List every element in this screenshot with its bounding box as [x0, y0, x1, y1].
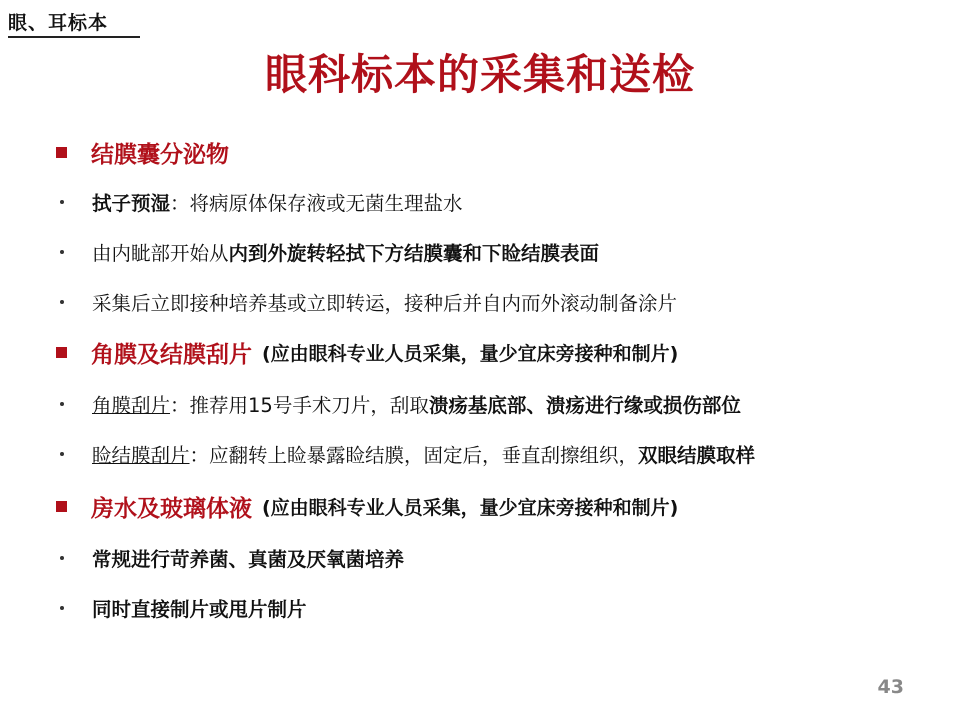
section-title: 房水及玻璃体液	[91, 495, 252, 522]
section-title: 结膜囊分泌物	[91, 141, 229, 168]
section-heading-corneal-scraping	[54, 330, 678, 374]
item-text: 采集后立即接种培养基或立即转运，接种后并自内而外滚动制备涂片	[92, 292, 678, 315]
item-lead: 拭子预湿	[92, 192, 171, 215]
square-bullet-icon	[56, 501, 67, 512]
dot-bullet-icon	[60, 250, 64, 254]
item-lead: 睑结膜刮片	[92, 444, 190, 467]
section-note: (应由眼科专业人员采集，量少宜床旁接种和制片)	[262, 496, 679, 519]
item-text: ：应翻转上睑暴露睑结膜，固定后，垂直刮擦组织，	[189, 444, 639, 467]
item-text: ：将病原体保存液或无菌生理盐水	[170, 192, 463, 215]
list-item	[54, 432, 755, 476]
slide-title: 眼科标本的采集和送检	[264, 50, 695, 99]
list-item	[54, 536, 404, 580]
dot-bullet-icon	[60, 556, 64, 560]
square-bullet-icon	[56, 147, 67, 158]
header-tag: 眼、耳标本	[8, 12, 109, 34]
list-item	[54, 586, 307, 630]
section-heading-aqueous-vitreous	[54, 484, 678, 528]
dot-bullet-icon	[60, 402, 64, 406]
page-number: 43	[877, 676, 904, 698]
section-title: 角膜及结膜刮片	[91, 341, 252, 368]
list-item	[54, 382, 741, 426]
item-emphasis: 双眼结膜取样	[638, 444, 756, 467]
item-emphasis: 常规进行苛养菌、真菌及厌氧菌培养	[92, 548, 405, 571]
item-text: ：推荐用15号手术刀片，刮取	[170, 394, 429, 417]
dot-bullet-icon	[60, 606, 64, 610]
header-underline	[8, 36, 140, 38]
list-item	[54, 280, 677, 324]
dot-bullet-icon	[60, 300, 64, 304]
item-text: 由内眦部开始从	[92, 242, 229, 265]
square-bullet-icon	[56, 347, 67, 358]
section-heading-conjunctival-sac	[54, 130, 229, 174]
item-emphasis: 溃疡基底部、溃疡进行缘或损伤部位	[428, 394, 741, 417]
list-item	[54, 180, 463, 224]
list-item	[54, 230, 599, 274]
item-emphasis: 同时直接制片或甩片制片	[92, 598, 307, 621]
dot-bullet-icon	[60, 452, 64, 456]
item-emphasis: 内到外旋转轻拭下方结膜囊和下睑结膜表面	[228, 242, 600, 265]
section-note: (应由眼科专业人员采集，量少宜床旁接种和制片)	[262, 342, 679, 365]
dot-bullet-icon	[60, 200, 64, 204]
item-lead: 角膜刮片	[92, 394, 171, 417]
